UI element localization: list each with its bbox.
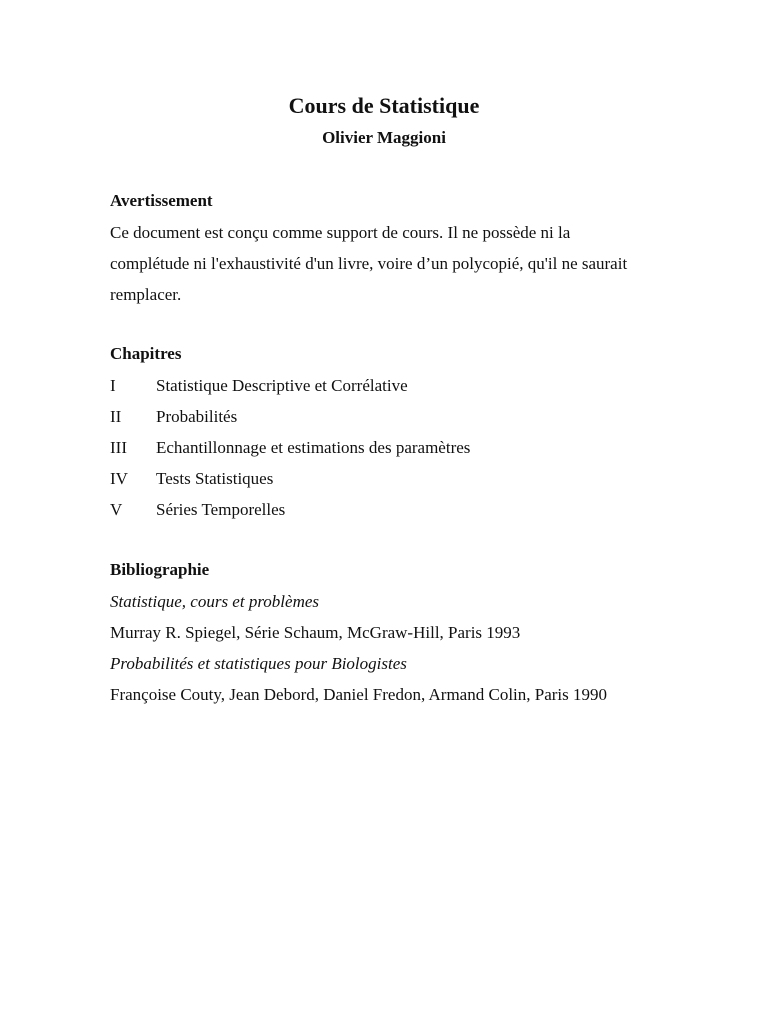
warning-line: remplacer. [110,285,182,304]
chapter-title: Echantillonnage et estimations des paramètres [156,438,471,457]
document-body [110,187,690,710]
document-author: Olivier Maggioni [322,128,446,147]
chapter-item [110,432,690,463]
warning-paragraph [110,217,690,310]
chapters-heading: Chapitres [110,344,182,363]
bibliography-book-title: Probabilités et statistiques pour Biologistes [110,654,407,673]
chapter-title: Statistique Descriptive et Corrélative [156,376,408,395]
chapter-item [110,463,690,494]
chapters-section [110,340,690,525]
bibliography-book-details: Françoise Couty, Jean Debord, Daniel Fredon, Armand Colin, Paris 1990 [110,685,608,704]
warning-section [110,187,690,310]
chapter-title: Tests Statistiques [156,469,274,488]
bibliography-section [110,556,690,710]
warning-line: complétude ni l'exhaustivité d'un livre, voire d’un polycopié, qu'il ne saurait [110,254,628,273]
chapter-item [110,370,690,401]
chapter-item [110,494,690,525]
chapter-number: IV [110,469,128,488]
warning-heading: Avertissement [110,191,213,210]
bibliography-book-details: Murray R. Spiegel, Série Schaum, McGraw-Hill, Paris 1993 [110,623,521,642]
section-spacer [110,310,690,340]
bibliography-list [110,586,690,710]
chapter-number: I [110,376,116,395]
chapter-title: Séries Temporelles [156,500,286,519]
warning-line: Ce document est conçu comme support de cours. Il ne possède ni la [110,223,571,242]
chapter-number: V [110,500,123,519]
chapter-number: III [110,438,127,457]
chapter-number: II [110,407,122,426]
section-spacer [110,525,690,556]
chapter-item [110,401,690,432]
bibliography-heading: Bibliographie [110,560,210,579]
document-title: Cours de Statistique [288,93,480,118]
chapter-list [110,370,690,525]
chapter-title: Probabilités [156,407,238,426]
bibliography-book-title: Statistique, cours et problèmes [110,592,320,611]
